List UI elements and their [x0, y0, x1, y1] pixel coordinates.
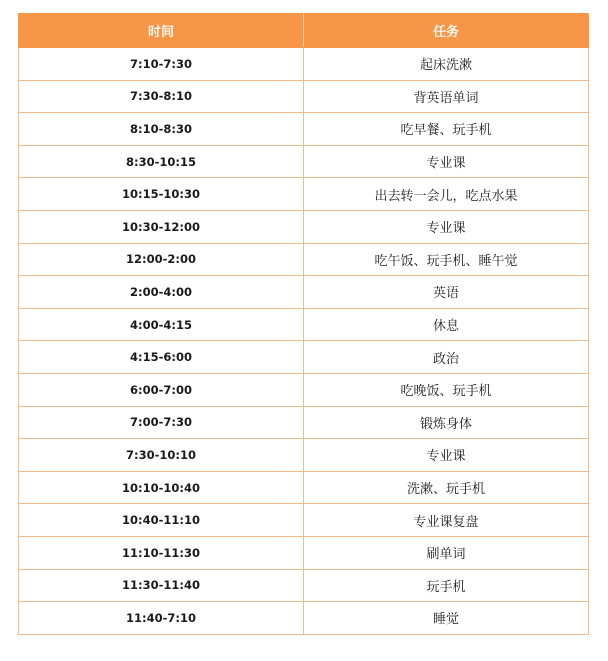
time-cell: 12:00-2:00: [19, 243, 304, 276]
time-cell: 11:10-11:30: [19, 536, 304, 569]
time-column-header: 时间: [19, 14, 304, 48]
table-row: [19, 80, 589, 113]
table-row: [19, 243, 589, 276]
time-cell: 2:00-4:00: [19, 276, 304, 309]
task-cell: 吃早餐、玩手机: [304, 113, 589, 146]
table-row: [19, 113, 589, 146]
time-cell: 7:30-10:10: [19, 439, 304, 472]
time-cell: 10:30-12:00: [19, 210, 304, 243]
table-row: [19, 373, 589, 406]
task-cell: 玩手机: [304, 569, 589, 602]
table-row: [19, 210, 589, 243]
task-cell: 洗漱、玩手机: [304, 471, 589, 504]
time-cell: 7:10-7:30: [19, 48, 304, 81]
time-cell: 7:00-7:30: [19, 406, 304, 439]
task-cell: 专业课: [304, 210, 589, 243]
task-cell: 吃午饭、玩手机、睡午觉: [304, 243, 589, 276]
table-row: [19, 569, 589, 602]
table-row: [19, 406, 589, 439]
time-cell: 10:15-10:30: [19, 178, 304, 211]
header-row: [19, 14, 589, 48]
time-cell: 6:00-7:00: [19, 373, 304, 406]
task-cell: 专业课复盘: [304, 504, 589, 537]
time-cell: 10:40-11:10: [19, 504, 304, 537]
task-cell: 刷单词: [304, 536, 589, 569]
time-cell: 11:30-11:40: [19, 569, 304, 602]
time-cell: 11:40-7:10: [19, 602, 304, 635]
table-row: [19, 276, 589, 309]
table-row: [19, 439, 589, 472]
time-cell: 8:30-10:15: [19, 145, 304, 178]
time-cell: 4:15-6:00: [19, 341, 304, 374]
task-cell: 政治: [304, 341, 589, 374]
table-row: [19, 536, 589, 569]
table-row: [19, 145, 589, 178]
task-cell: 锻炼身体: [304, 406, 589, 439]
table-header: [19, 14, 589, 48]
table-row: [19, 48, 589, 81]
task-cell: 起床洗漱: [304, 48, 589, 81]
table-row: [19, 471, 589, 504]
task-cell: 专业课: [304, 145, 589, 178]
time-cell: 7:30-8:10: [19, 80, 304, 113]
table-row: [19, 602, 589, 635]
table-row: [19, 178, 589, 211]
table-row: [19, 504, 589, 537]
task-cell: 睡觉: [304, 602, 589, 635]
table-row: [19, 308, 589, 341]
time-cell: 4:00-4:15: [19, 308, 304, 341]
schedule-table: [18, 13, 589, 635]
task-cell: 背英语单词: [304, 80, 589, 113]
task-cell: 休息: [304, 308, 589, 341]
task-cell: 英语: [304, 276, 589, 309]
task-cell: 出去转一会儿，吃点水果: [304, 178, 589, 211]
task-cell: 吃晚饭、玩手机: [304, 373, 589, 406]
task-column-header: 任务: [304, 14, 589, 48]
task-cell: 专业课: [304, 439, 589, 472]
schedule-table-container: [18, 13, 588, 635]
time-cell: 10:10-10:40: [19, 471, 304, 504]
table-body: [19, 48, 589, 635]
table-row: [19, 341, 589, 374]
time-cell: 8:10-8:30: [19, 113, 304, 146]
